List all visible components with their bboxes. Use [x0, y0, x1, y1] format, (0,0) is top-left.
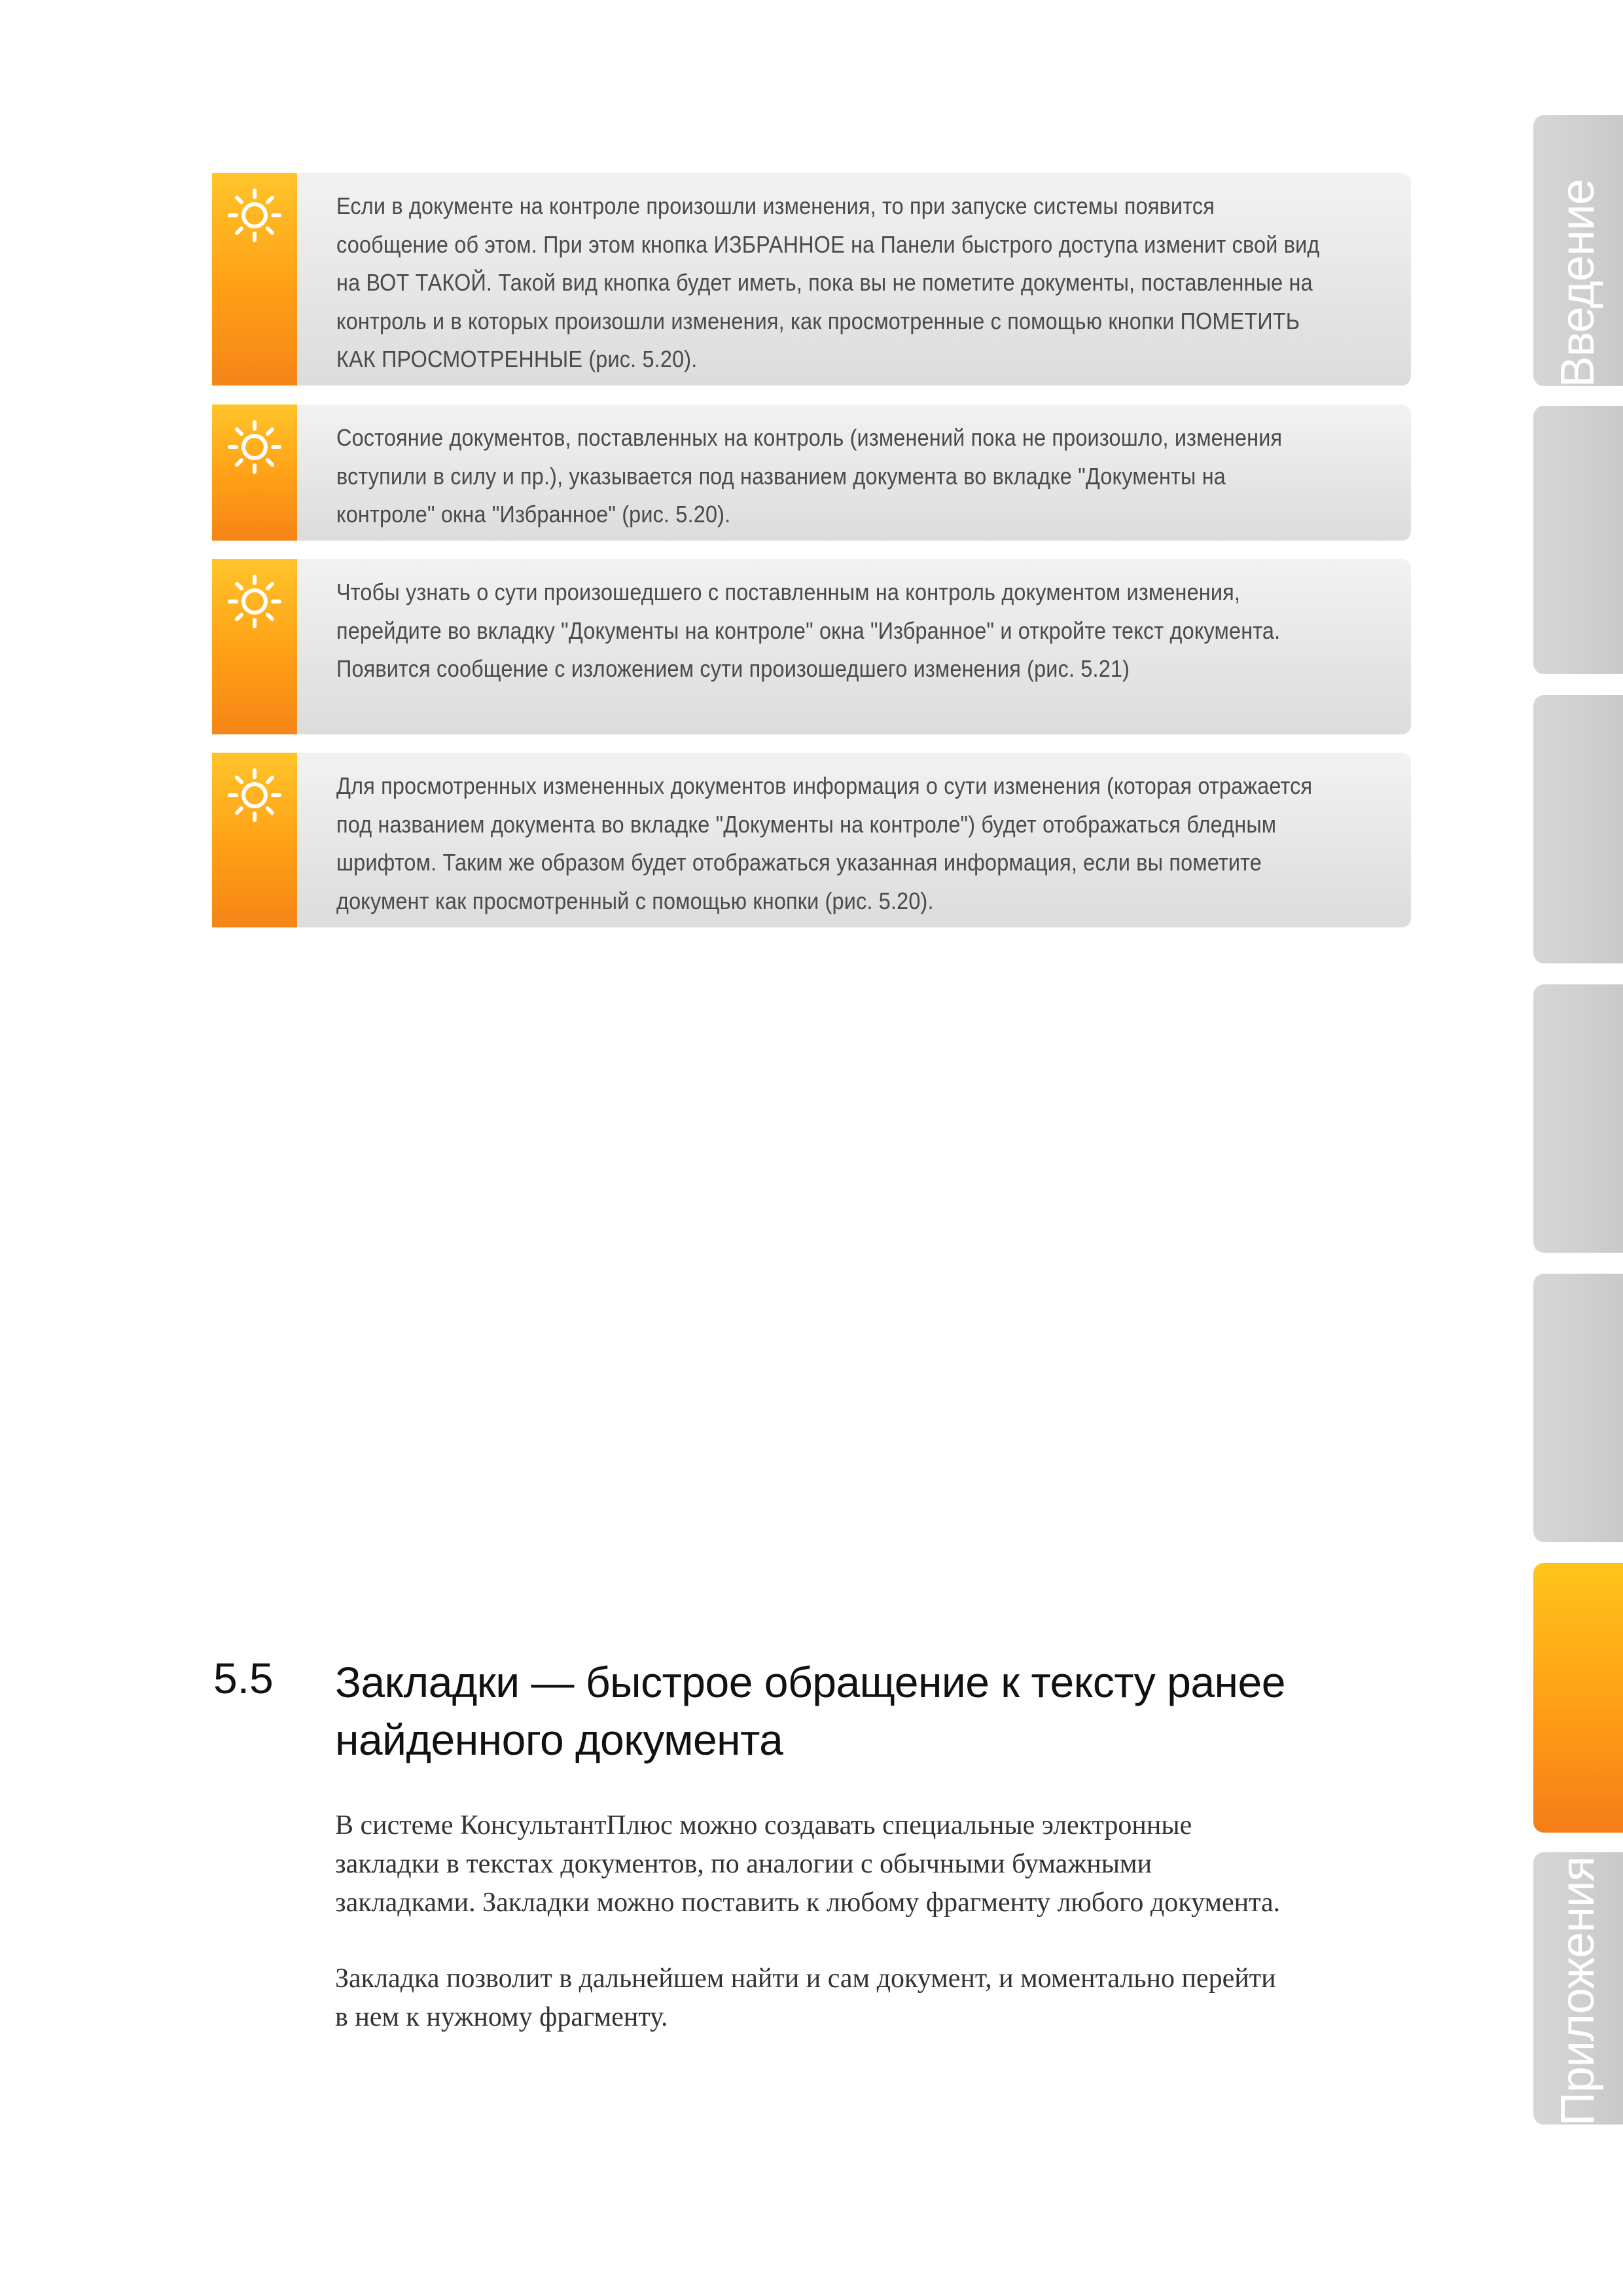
note-line: Появится сообщение с изложением сути произошедшего изменения (рис. 5.21): [336, 655, 1130, 682]
body-paragraph-2: [335, 1960, 1448, 2037]
side-tab-4[interactable]: [1533, 984, 1623, 1253]
note-line: шрифтом. Таким же образом будет отображаться указанная информация, если вы пометите: [336, 849, 1262, 876]
note-line: перейдите во вкладку "Документы на контроле" окна "Избранное" и откройте текст документа.: [336, 617, 1281, 644]
note-line: сообщение об этом. При этом кнопка ИЗБРАННОЕ на Панели быстрого доступа изменит свой вид: [336, 230, 1320, 258]
sun-icon: [226, 767, 283, 823]
paragraph-line: закладки в текстах документов, по аналогии с обычными бумажными: [335, 1849, 1152, 1879]
paragraph-line: Закладка позволит в дальнейшем найти и сам документ, и моментально перейти: [335, 1964, 1276, 1994]
note-box-1: [212, 173, 1411, 386]
paragraph-line: закладками. Закладки можно поставить к любому фрагменту любого документа.: [335, 1888, 1281, 1918]
note-line: Состояние документов, поставленных на контроль (изменений пока не произошло, изменения: [336, 424, 1283, 451]
note-line: на ВОТ ТАКОЙ. Такой вид кнопка будет иметь, пока вы не пометите документы, поставленные на: [336, 269, 1313, 296]
note-line: вступили в силу и пр.), указывается под названием документа во вкладке "Документы на: [336, 462, 1226, 490]
side-tab-3[interactable]: [1533, 695, 1623, 963]
paragraph-line: В системе КонсультантПлюс можно создавать специальные электронные: [335, 1810, 1192, 1840]
note-line: КАК ПРОСМОТРЕННЫЕ (рис. 5.20).: [336, 346, 698, 372]
note-line: Для просмотренных измененных документов информация о сути изменения (которая отражается: [336, 772, 1313, 799]
note-accent-bar: [212, 753, 297, 927]
note-text: [336, 767, 1385, 920]
note-accent-bar: [212, 173, 297, 386]
note-line: под названием документа во вкладке "Документы на контроле") будет отображаться бледным: [336, 810, 1277, 838]
note-box-2: [212, 404, 1411, 541]
note-line: документ как просмотренный с помощью кнопки (рис. 5.20).: [336, 887, 934, 914]
note-text: [336, 187, 1385, 379]
note-line: Чтобы узнать о сути произошедшего с поставленным на контроль документом изменения,: [336, 579, 1241, 605]
section-title-line: найденного документа: [335, 1715, 783, 1764]
side-tab-label: Введение: [1552, 179, 1604, 387]
sun-icon: [226, 573, 283, 630]
paragraph-line: в нем к нужному фрагменту.: [335, 2002, 668, 2032]
side-tab-5[interactable]: [1533, 1274, 1623, 1542]
side-tab-appendix[interactable]: [1533, 1852, 1623, 2125]
side-tab-introduction[interactable]: [1533, 115, 1623, 386]
note-line: контроле" окна "Избранное" (рис. 5.20).: [336, 501, 731, 528]
note-text: [336, 419, 1385, 534]
section-number: 5.5: [213, 1654, 274, 1702]
sun-icon: [226, 419, 283, 475]
body-paragraph-1: [335, 1806, 1448, 1922]
note-line: контроль и в которых произошли изменения, как просмотренные с помощью кнопки ПОМЕТИТЬ: [336, 307, 1300, 334]
note-accent-bar: [212, 559, 297, 734]
note-box-4: [212, 753, 1411, 927]
note-accent-bar: [212, 404, 297, 541]
sun-icon: [226, 187, 283, 243]
note-box-3: [212, 559, 1411, 734]
note-text: [336, 573, 1385, 689]
note-line: Если в документе на контроле произошли изменения, то при запуске системы появится: [336, 192, 1215, 219]
side-tab-active[interactable]: [1533, 1563, 1623, 1833]
section-title: [335, 1653, 1448, 1768]
side-tab-2[interactable]: [1533, 406, 1623, 674]
section-title-line: Закладки — быстрое обращение к тексту ранее: [335, 1658, 1285, 1706]
side-tab-label: Приложения: [1552, 1856, 1604, 2126]
